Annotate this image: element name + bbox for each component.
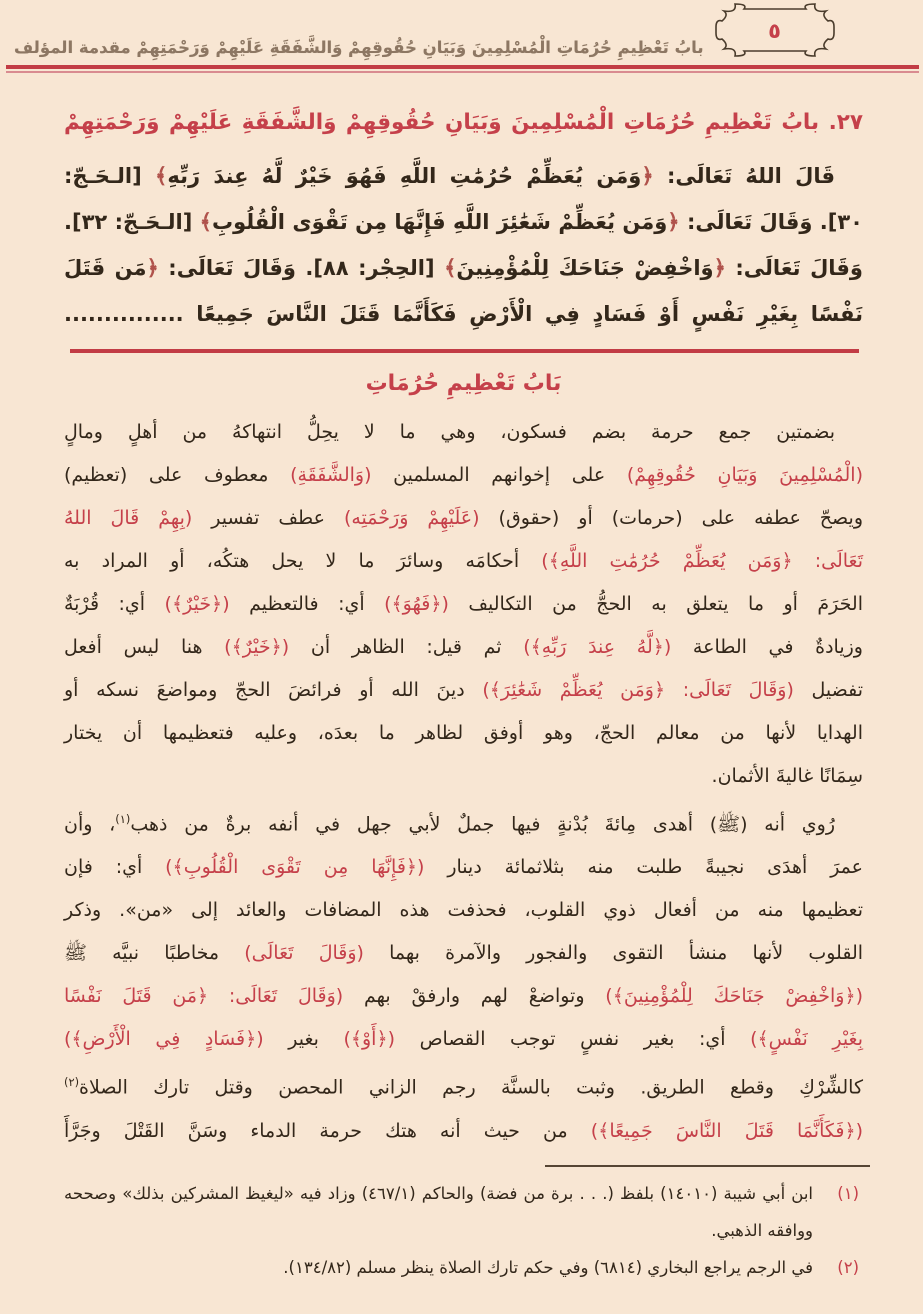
header-rule-thick: [6, 65, 919, 69]
text-line: [64, 798, 863, 846]
page-header: [0, 0, 923, 58]
matn-quote-segment: (﴿وَاخْفِضْ جَنَاحَكَ لِلْمُؤْمِنِينَ﴾): [584, 985, 864, 1008]
text-segment: ، وأن: [64, 813, 116, 836]
text-segment: قَالَ اللهُ تَعَالَى:: [653, 164, 835, 188]
matn-quote-segment: (﴿فَكَأَنَّمَا قَتَلَ النَّاسَ جَمِيعًا﴾): [567, 1119, 863, 1142]
verse-bracket-ornament: ﴾: [199, 210, 212, 234]
text-segment: على إخوانهم المسلمين: [371, 464, 606, 486]
text-line: [64, 454, 863, 497]
text-segment: تعظيمها منه من أفعال ذوي القلوب، فحذفت هذه المضافات والعائد إلى «من». وذكر: [64, 899, 863, 922]
text-line: [64, 245, 863, 291]
text-line: [64, 153, 863, 199]
text-segment: عطف تفسير: [192, 507, 325, 529]
text-line: [64, 712, 863, 755]
footnote-text: ابن أبي شيبة (١٤٠١٠) بلفظ (. . . برة من فضة) والحاكم (٤٦٧/١) وزاد فيه «ليغيظ المشركين بذلك» وصححه ووافقه الذهبي.: [64, 1183, 814, 1240]
matn-quote-segment: (﴿خَيْرٌ﴾): [202, 636, 290, 658]
matn-quote-segment: (وَالشَّفَقَةِ): [268, 464, 372, 486]
text-segment: مَن قَتَلَ: [64, 256, 147, 280]
text-segment: وَاخْفِضْ جَنَاحَكَ لِلْمُؤْمِنِينَ: [456, 256, 714, 280]
text-segment: ثم قيل: الظاهر أن: [289, 636, 502, 658]
text-line: [64, 1061, 863, 1109]
matn-quote-segment: (﴿فَهُوَ﴾): [364, 593, 449, 615]
running-header: بابُ تَعْظِيمِ حُرُمَاتِ الْمُسْلِمِينَ وَبَيَانِ حُقُوقِهِمْ وَالشَّفَقَةِ عَلَيْهِمْ وَرَحْمَتِهِمْ مقدمة المؤلف: [14, 38, 704, 58]
text-segment: تفضيل: [793, 679, 864, 701]
text-segment: ٣٠]. وَقَالَ تَعَالَى:: [679, 210, 863, 234]
header-rule-thin: [6, 71, 919, 73]
text-segment: من حيث أنه هتك حرمة الدماء وسَنَّ القَتْلَ وجَرَّأَ: [64, 1119, 568, 1142]
text-line: [64, 540, 863, 583]
text-segment: الحَرَمَ أو ما يتعلق به الحجُّ من التكاليف: [448, 593, 863, 615]
text-segment: معطوف على (تعظيم): [64, 464, 269, 486]
text-line: [64, 1018, 863, 1061]
text-line: [64, 889, 863, 932]
text-segment: بضمتين جمع حرمة بضم فسكون، وهي ما لا يحِلُّ انتهاكهُ من أهلٍ ومالٍ: [64, 421, 835, 443]
verse-bracket-ornament: ﴿: [146, 256, 159, 280]
matn-quote-segment: بِغَيْرِ نَفْسٍ﴾): [725, 1028, 864, 1051]
text-segment: بغير: [263, 1028, 319, 1051]
page-number: ٥: [768, 19, 781, 43]
text-segment: [الـحَـجّ: ٣٢].: [64, 210, 200, 234]
text-segment: أي: فإن: [64, 856, 143, 879]
matn-quote-segment: (﴿لَّهُ عِندَ رَبِّهِ﴾): [501, 636, 672, 658]
text-segment: وَقَالَ تَعَالَى:: [725, 256, 863, 280]
footnote-marker: (٢): [837, 1257, 859, 1277]
matn-quote-segment: (وَقَالَ تَعَالَى): [219, 942, 364, 965]
footnote-text: في الرجم يراجع البخاري (٦٨١٤) وفي حكم تارك الصلاة ينظر مسلم (١٣٤/٨٢).: [283, 1257, 813, 1277]
quran-verses-block: [64, 153, 863, 337]
text-segment: كالشِّرْكِ وقطع الطريق. وثبت بالسنَّة رجم الزاني المحصن وقتل تارك الصلاة: [79, 1076, 863, 1099]
section-title: بَابُ تَعْظِيمِ حُرُمَاتِ: [365, 371, 562, 396]
text-segment: ويصحّ عطفه على (حرمات) أو (حقوق): [479, 507, 863, 529]
text-segment: [الحِجْر: ٨٨]. وَقَالَ تَعَالَى:: [158, 256, 445, 280]
text-segment: وتواضعْ لهم وارفقْ بهم: [343, 985, 585, 1008]
footnote-item: [64, 1175, 863, 1249]
verse-bracket-ornament: ﴾: [444, 256, 457, 280]
text-line: [64, 932, 863, 975]
matn-quote-segment: (﴿أَوْ﴾): [318, 1028, 396, 1051]
text-line: [64, 291, 863, 337]
text-segment: الهدايا لأنها من معالم الحجّ، وهو أوفق لظاهر ما بعدَه، وعليه فتعظيمها أن يختار: [64, 722, 863, 744]
text-segment: رُوي أنه (ﷺ) أهدى مِائةَ بُدْنةٍ فيها جملٌ لأبي جهل في أنفه برةٌ من ذهب: [130, 813, 835, 836]
text-line: [64, 626, 863, 669]
matn-quote-segment: (وَقَالَ تَعَالَى: ﴿مَن قَتَلَ نَفْسًا: [64, 985, 344, 1008]
matn-quote-segment: (﴿فَسَادٍ فِي الْأَرْضِ﴾): [64, 1028, 264, 1051]
text-segment: أي: بغير نفسٍ توجب القصاص: [395, 1028, 726, 1051]
text-segment: وَمَن يُعَظِّمْ حُرُمَٰتِ اللَّهِ فَهُوَ خَيْرٌ لَّهُ عِندَ رَبِّهِ: [167, 164, 642, 188]
text-segment: ...............: [64, 302, 184, 326]
text-line: [64, 1110, 863, 1153]
footnotes-block: [0, 1167, 923, 1286]
text-segment: سِمَانًا غاليةَ الأثمان.: [711, 765, 863, 787]
matn-quote-segment: (وَقَالَ تَعَالَى: ﴿وَمَن يُعَظِّمْ شَعَٰئِرَ﴾): [464, 679, 794, 701]
matn-quote-segment: (﴿فَإِنَّهَا مِن تَقْوَى الْقُلُوبِ﴾): [142, 856, 425, 879]
footnote-item: [64, 1249, 863, 1286]
section-divider-rule: [70, 349, 859, 353]
text-line: [64, 755, 863, 798]
text-segment: أي: قُرْبَةٌ: [64, 593, 146, 615]
text-segment: أحكامَه وسائرَ ما لا يحل هتكُه، أو المراد به: [64, 550, 520, 572]
verse-bracket-ornament: ﴿: [641, 164, 654, 188]
text-segment: وزيادةٌ في الطاعة: [671, 636, 863, 658]
matn-quote-segment: (عَلَيْهِمْ وَرَحْمَتِه): [324, 507, 480, 529]
text-segment: دينَ الله أو فرائضَ الحجّ ومواضعَ نسكه أو: [64, 679, 465, 701]
footnote-ref-marker: (٢): [64, 1075, 80, 1090]
verse-bracket-ornament: ﴿: [667, 210, 680, 234]
commentary-block: [64, 411, 863, 1153]
matn-quote-segment: (بِهِمْ قَالَ اللهُ: [64, 507, 193, 529]
text-line: [64, 411, 863, 454]
text-segment: نَفْسًا بِغَيْرِ نَفْسٍ أَوْ فَسَادٍ فِي الْأَرْضِ فَكَأَنَّمَا قَتَلَ النَّاسَ جَمِيعًا: [183, 302, 863, 326]
text-line: [64, 497, 863, 540]
text-line: [64, 669, 863, 712]
text-segment: [الـحَـجّ:: [64, 164, 156, 188]
text-segment: هنا ليس أفعل: [64, 636, 203, 658]
text-segment: عمرَ أهدَى نجيبةً طلبت منه بثلاثمائة دينار: [424, 856, 864, 879]
text-segment: أي: فالتعظيم: [229, 593, 365, 615]
verse-bracket-ornament: ﴿: [713, 256, 726, 280]
text-line: [64, 975, 863, 1018]
page-content: [0, 103, 923, 1153]
text-segment: مخاطبًا نبيَّه ﷺ: [64, 942, 220, 965]
verse-bracket-ornament: ﴾: [155, 164, 168, 188]
chapter-title: ٢٧. بابُ تَعْظِيمِ حُرُمَاتِ الْمُسْلِمِينَ وَبَيَانِ حُقُوقِهِمْ وَالشَّفَقَةِ عَلَيْهِمْ وَرَحْمَتِهِمْ: [64, 110, 863, 135]
text-segment: القلوب لأنها منشأ التقوى والفجور والآمرة بهما: [363, 942, 864, 965]
text-line: [64, 199, 863, 245]
text-segment: وَمَن يُعَظِّمْ شَعَٰئِرَ اللَّهِ فَإِنَّهَا مِن تَقْوَى الْقُلُوبِ: [211, 210, 668, 234]
matn-quote-segment: تَعَالَى: ﴿وَمَن يُعَظِّمْ حُرُمَٰتِ اللَّهِ﴾): [519, 550, 864, 572]
footnote-ref-marker: (١): [115, 812, 131, 826]
matn-quote-segment: (الْمُسْلِمِينَ وَبَيَانِ حُقُوقِهِمْ): [605, 464, 864, 486]
text-line: [64, 846, 863, 889]
text-line: [64, 583, 863, 626]
page-number-badge: [714, 2, 836, 58]
matn-quote-segment: (﴿خَيْرٌ﴾): [145, 593, 230, 615]
footnote-marker: (١): [837, 1183, 859, 1203]
